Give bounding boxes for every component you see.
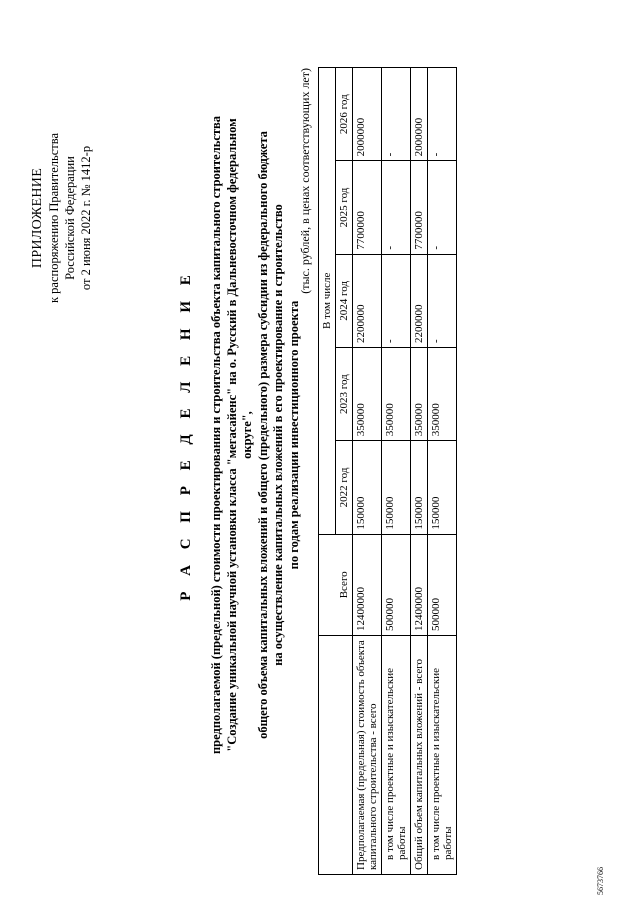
title-line-4: на осуществление капитальных вложений в его проектирование и строительство	[271, 204, 285, 666]
header-year: 2023 год	[336, 347, 353, 440]
row-value: 150000	[411, 441, 428, 534]
row-value: 7700000	[353, 161, 382, 254]
distribution-table	[318, 67, 457, 875]
row-value: -	[382, 254, 411, 347]
header-empty-cell	[319, 636, 353, 875]
header-group-label: В том числе	[321, 272, 333, 330]
header-year: 2025 год	[336, 161, 353, 254]
row-label: в том числе проектные и изыскательские работы	[382, 636, 411, 875]
row-value: 350000	[411, 347, 428, 440]
header-year: 2024 год	[336, 254, 353, 347]
row-label: Предполагаемая (предельная) стоимость объекта капитального строительства - всего	[353, 636, 382, 875]
title-line-1: предполагаемой (предельной) стоимости проектирования и строительства объекта капитального строительства	[209, 115, 223, 755]
row-value: 150000	[353, 441, 382, 534]
title-line-2: "Создание уникальной научной установки класса "мегасайенс" на о. Русский в Дальневосточном федеральном округе",	[224, 118, 254, 752]
header-year: 2022 год	[336, 441, 353, 534]
table-row	[353, 68, 382, 875]
row-total: 12400000	[353, 534, 382, 635]
header-group	[319, 68, 336, 535]
header-year: 2026 год	[336, 68, 353, 161]
appendix-line-3: от 2 июня 2022 г. № 1412-р	[79, 145, 93, 291]
appendix-line-1: к распоряжению Правительства	[47, 133, 61, 304]
row-total: 500000	[428, 534, 457, 635]
row-value: -	[428, 161, 457, 254]
row-total: 12400000	[411, 534, 428, 635]
table-header-row	[319, 68, 336, 875]
row-value: 7700000	[411, 161, 428, 254]
table-row	[428, 68, 457, 875]
row-value: 350000	[353, 347, 382, 440]
row-value: 150000	[428, 441, 457, 534]
document-code: 5673766	[596, 867, 605, 895]
appendix-line-2: Российской Федерации	[63, 156, 77, 280]
row-value: 350000	[382, 347, 411, 440]
row-value: 2200000	[353, 254, 382, 347]
table-row	[382, 68, 411, 875]
row-label: Общий объем капитальных вложений - всего	[411, 636, 428, 875]
table-row	[411, 68, 428, 875]
row-value: -	[428, 68, 457, 161]
units-note: (тыс. рублей, в ценах соответствующих лет)	[298, 68, 312, 294]
row-label: в том числе проектные и изыскательские работы	[428, 636, 457, 875]
document-title: Р А С П Р Е Д Е Л Е Н И Е	[178, 269, 194, 601]
row-value: 350000	[428, 347, 457, 440]
row-value: -	[382, 161, 411, 254]
appendix-block	[30, 68, 94, 368]
title-line-5: по годам реализации инвестиционного проекта	[286, 300, 301, 570]
title-block	[178, 115, 302, 755]
row-value: -	[382, 68, 411, 161]
row-total: 500000	[382, 534, 411, 635]
row-value: 2000000	[411, 68, 428, 161]
row-value: 150000	[382, 441, 411, 534]
appendix-heading: ПРИЛОЖЕНИЕ	[30, 167, 45, 269]
row-value: 2200000	[411, 254, 428, 347]
header-total: Всего	[319, 534, 353, 635]
row-value: 2000000	[353, 68, 382, 161]
row-value: -	[428, 254, 457, 347]
title-line-3: общего объема капитальных вложений и общего (предельного) размера субсидии из федерального бюджета	[255, 131, 270, 739]
